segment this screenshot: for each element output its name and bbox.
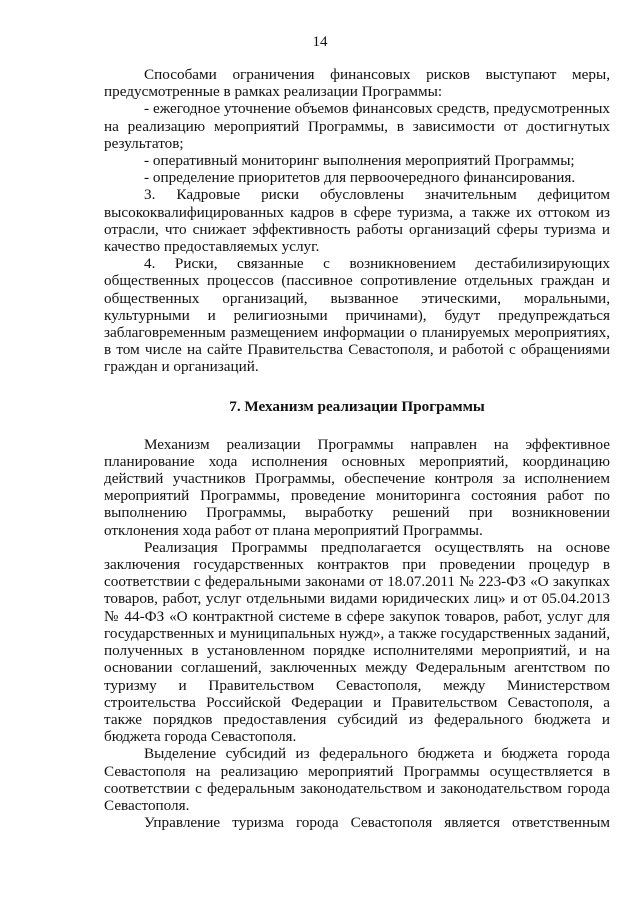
page-body: [104, 66, 610, 831]
paragraph-personnel-risks: 3. Кадровые риски обусловлены значительным дефицитом высококвалифицированных кадров в сфере туризма, а также их оттоком из отрасли, что снижает эффективность работы организаций сферы туризма и качество предоставляемых услуг.: [104, 186, 610, 256]
section-heading: 7. Механизм реализации Программы: [229, 397, 485, 415]
paragraph-tourism-department: Управление туризма города Севастополя является ответственным: [144, 814, 610, 832]
list-item-funding-priorities: - определение приоритетов для первоочередного финансирования.: [144, 169, 576, 187]
list-item-annual-volume-update: - ежегодное уточнение объемов финансовых средств, предусмотренных на реализацию мероприятий Программы, в зависимости от достигнутых результатов;: [104, 100, 610, 152]
page-number: 14: [312, 34, 328, 50]
paragraph-subsidies: Выделение субсидий из федерального бюджета и бюджета города Севастополя на реализацию мероприятий Программы осуществляется в соответствии с федеральным законодательством и законодательством города Севастополя.: [104, 745, 610, 814]
paragraph-financial-risk-measures: Способами ограничения финансовых рисков выступают меры, предусмотренные в рамках реализации Программы:: [104, 66, 610, 101]
paragraph-contracts-procedures: Реализация Программы предполагается осуществлять на основе заключения государственных контрактов при проведении процедур в соответствии с федеральными законами от 18.07.2011 № 223-ФЗ «О закупках товаров, работ, услуг отдельными видами юридических лиц» и от 05.04.2013 № 44-ФЗ «О контрактной системе в сфере закупок товаров, работ, услуг для государственных и муниципальных нужд», а также государственных заданий, полученных в установленном порядке исполнителями мероприятий, и на основании соглашений, заключенных между Федеральным агентством по туризму и Правительством Севастополя, между Министерством строительства Российской Федерации и Правительством Севастополя, а также порядков предоставления субсидий из федерального бюджета и бюджета города Севастополя.: [104, 538, 610, 746]
paragraph-social-risks: 4. Риски, связанные с возникновением дестабилизирующих общественных процессов (пассивное сопротивление отдельных граждан и общественных организаций, вызванное этическими, моральными, культурными и религиозными причинами), будут предупреждаться заблаговременным размещением информации о планируемых мероприятиях, в том числе на сайте Правительства Севастополя, и работой с обращениями граждан и организаций.: [104, 255, 610, 376]
paragraph-mechanism-overview: Механизм реализации Программы направлен на эффективное планирование хода исполнения основных мероприятий, координацию действий участников Программы, обеспечение контроля за исполнением мероприятий Программы, проведение мониторинга состояния работ по выполнению Программы, выработку решений при возникновении отклонения хода работ от плана мероприятий Программы.: [104, 435, 610, 539]
list-item-operational-monitoring: - оперативный мониторинг выполнения мероприятий Программы;: [144, 152, 575, 170]
